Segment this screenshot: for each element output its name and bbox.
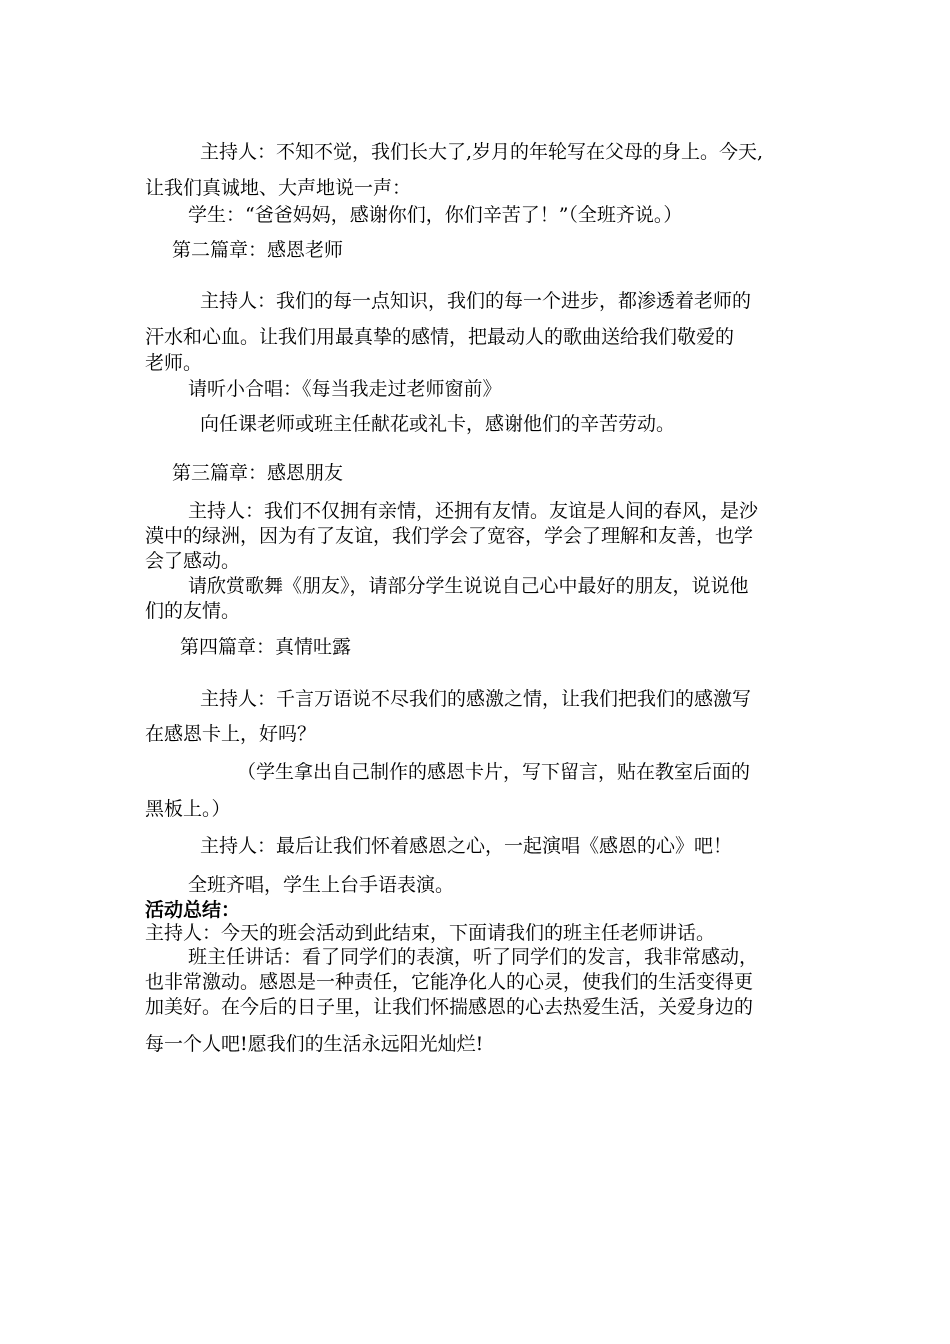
card-line: （学生拿出自己制作的感恩卡片，写下留言，贴在教室后面的 xyxy=(237,761,751,783)
dance-line: 请欣赏歌舞《朋友》，请部分学生说说自己心中最好的朋友，说说他 xyxy=(188,575,749,597)
host-line-2-cont: 汗水和心血。让我们用最真挚的感情，把最动人的歌曲送给我们敬爱的 xyxy=(145,326,735,348)
chorus-line: 请听小合唱：《每当我走过老师窗前》 xyxy=(188,378,502,400)
chapter-three-heading: 第三篇章：感恩朋友 xyxy=(172,462,344,484)
host-line-1: 主持人：不知不觉，我们长大了,岁月的年轮写在父母的身上。今天, xyxy=(200,141,764,163)
teacher-speech-line-2: 也非常激动。感恩是一种责任，它能净化人的心灵，使我们的生活变得更 xyxy=(145,971,754,993)
host-closing-line: 主持人：今天的班会活动到此结束，下面请我们的班主任老师讲话。 xyxy=(145,922,716,944)
host-line-1-cont: 让我们真诚地、大声地说一声： xyxy=(145,177,412,199)
teacher-speech-line-1: 班主任讲话：看了同学们的表演，听了同学们的发言，我非常感动， xyxy=(188,946,759,968)
students-line: 学生：“爸爸妈妈，感谢你们，你们辛苦了！”（全班齐说。） xyxy=(188,204,683,226)
chapter-two-heading: 第二篇章：感恩老师 xyxy=(172,239,344,261)
flowers-line: 向任课老师或班主任献花或礼卡，感谢他们的辛苦劳动。 xyxy=(200,413,676,435)
host-line-2-end: 老师。 xyxy=(145,352,203,374)
host-line-2: 主持人：我们的每一点知识，我们的每一个进步，都渗透着老师的 xyxy=(200,290,752,312)
chapter-four-heading: 第四篇章：真情吐露 xyxy=(180,636,352,658)
teacher-speech-line-4: 每一个人吧!愿我们的生活永远阳光灿烂! xyxy=(145,1033,484,1055)
sing-line: 全班齐唱，学生上台手语表演。 xyxy=(188,874,455,896)
host-line-4: 主持人：千言万语说不尽我们的感激之情，让我们把我们的感激写 xyxy=(200,688,752,710)
host-line-3: 主持人：我们不仅拥有亲情，还拥有友情。友谊是人间的春风，是沙 xyxy=(188,500,759,522)
teacher-speech-line-3: 加美好。在今后的日子里，让我们怀揣感恩的心去热爱生活，关爱身边的 xyxy=(145,996,754,1018)
dance-line-cont: 们的友情。 xyxy=(145,600,241,622)
host-line-3-cont: 漠中的绿洲，因为有了友谊，我们学会了宽容，学会了理解和友善，也学 xyxy=(145,525,754,547)
card-line-cont: 黑板上。） xyxy=(145,798,231,820)
host-line-3-end: 会了感动。 xyxy=(145,550,241,572)
host-line-5: 主持人：最后让我们怀着感恩之心，一起演唱《感恩的心》吧！ xyxy=(200,835,733,857)
summary-heading: 活动总结： xyxy=(145,899,241,921)
host-line-4-cont: 在感恩卡上，好吗？ xyxy=(145,723,317,745)
